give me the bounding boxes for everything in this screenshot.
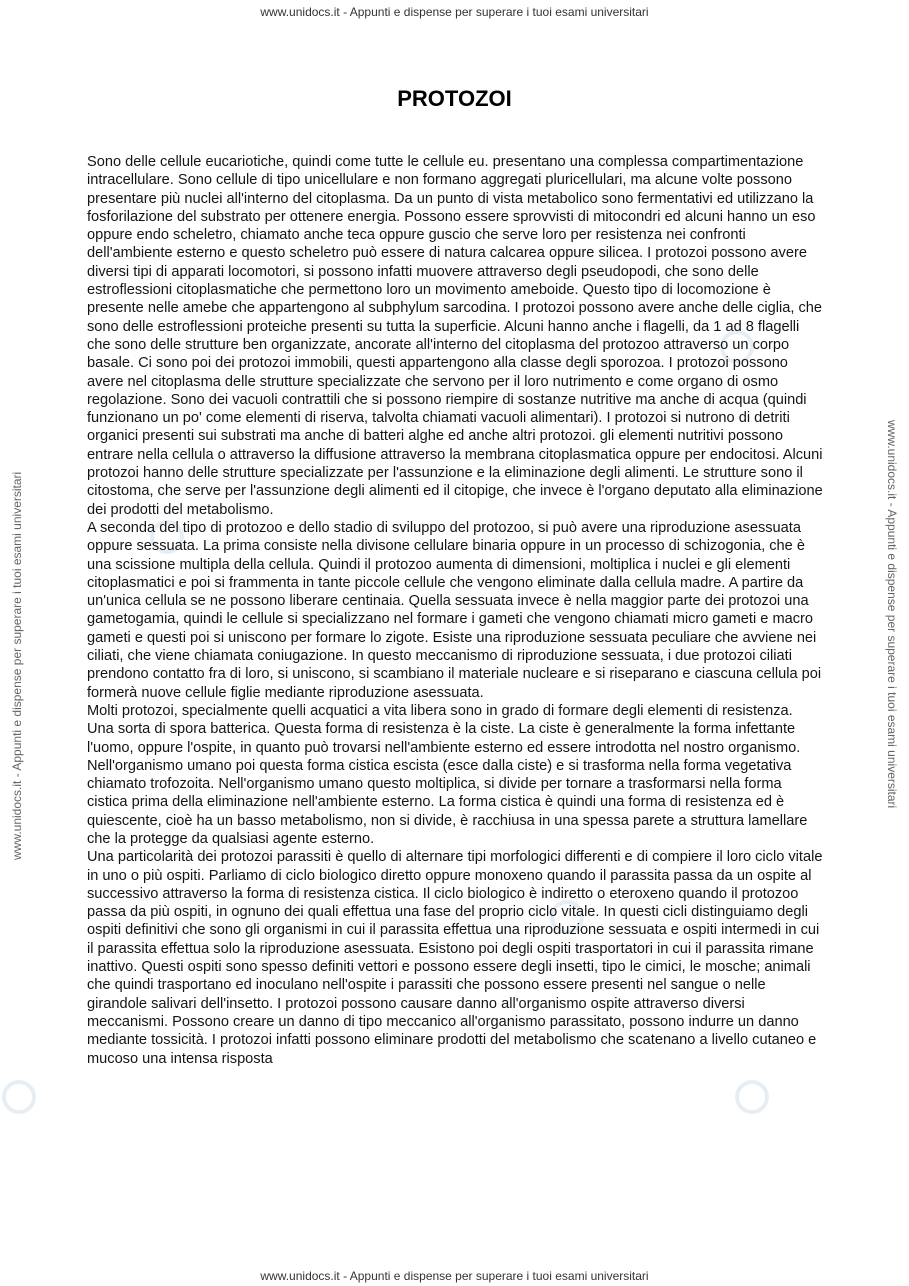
footer-banner: www.unidocs.it - Appunti e dispense per superare i tuoi esami universitari [260,1269,649,1283]
watermark-logo-icon [2,1080,36,1114]
paragraph: A seconda del tipo di protozoo e dello stadio di sviluppo del protozoo, si può avere una riproduzione asessuata oppure sessuata. La prima consiste nella divisone cellulare binaria oppure in un processo di schizogonia, che è una scissione multipla della cellula. Quindi il protozoo aumenta di dimensioni, moltiplica i nuclei e gli elementi citoplasmatici e poi si frammenta in tante piccole cellule che vengono eliminate dalla cellula madre. A partire da un'unica cellula se ne possono liberare centinaia. Quella sessuata invece è nella maggior parte dei protozoi una gametogamia, quindi le cellule si specializzano nel formare i gameti che vengono chiamati micro gameti e macro gameti e questi poi si uniscono per formare lo zigote. Esiste una riproduzione sessuata peculiare che avviene nei ciliati, che viene chiamata coniugazione. In questo meccanismo di riproduzione sessuata, i due protozoi ciliati prendono contatto fra di loro, si uniscono, si scambiano il materiale nucleare e si riseparano e ciascuna cellula poi formerà nuove cellule figlie mediante riproduzione asessuata. [87,519,822,701]
page-title: PROTOZOI [397,86,512,111]
paragraph: Sono delle cellule eucariotiche, quindi come tutte le cellule eu. presentano una complessa compartimentazione intracellulare. Sono cellule di tipo unicellulare e non formano aggregati pluricellulari, ma alcune volte possono presentare più nuclei all'interno del citoplasma. Da un punto di vista metabolico sono fermentativi ed utilizzano la fosforilazione del substrato per ottenere energia. Possono essere sprovvisti di mitocondri ed alcuni hanno un eso oppure endo scheletro, chiamato anche teca oppure guscio che serve loro per resistenza nei confronti dell'ambiente esterno e questo scheletro può essere di natura calcarea oppure silicea. I protozoi possono avere diversi tipi di apparati locomotori, si possono infatti muovere attraverso degli pseudopodi, che sono delle estroflessioni citoplasmatiche che permettono loro un movimento ameboide. Questo tipo di locomozione è presente nelle amebe che appartengono al subphylum sarcodina. I protozoi possono avere anche delle ciglia, che sono delle estroflessioni proteiche presenti su tutta la superficie. Alcuni hanno anche i flagelli, da 1 ad 8 flagelli che sono delle strutture ben organizzate, ancorate all'interno del citoplasma del protozoo attraverso un corpo basale. Ci sono poi dei protozoi immobili, questi appartengono alla classe degli sporozoa. I protozoi possono avere nel citoplasma delle strutture specializzate che servono per il loro nutrimento e come organo di osmo regolazione. Sono dei vacuoli contrattili che si possono riempire di sostanze nutritive ma anche di acqua (quindi funzionano un po' come elementi di riserva, talvolta chiamati vacuoli alimentari). I protozoi si nutrono di detriti organici presenti sui substrati ma anche di batteri alghe ed anche altri protozoi. gli elementi nutritivi possono entrare nella cellula o attraverso la diffusione attraverso la membrana citoplasmatica oppure per endocitosi. Alcuni protozoi hanno delle strutture specializzate per l'assunzione e la eliminazione degli alimenti. Le strutture sono il citostoma, che serve per l'assunzione degli alimenti ed il citopige, che invece è l'organo deputato alla eliminazione dei prodotti del metabolismo. [87,154,823,518]
document-body [87,153,823,1068]
watermark-logo-icon [735,1080,769,1114]
header-banner: www.unidocs.it - Appunti e dispense per superare i tuoi esami universitari [260,5,649,19]
left-watermark-text: www.unidocs.it - Appunti e dispense per superare i tuoi esami universitari [10,471,24,860]
paragraph: Molti protozoi, specialmente quelli acquatici a vita libera sono in grado di formare degli elementi di resistenza. Una sorta di spora batterica. Questa forma di resistenza è la ciste. La ciste è generalmente la forma infettante l'uomo, oppure l'ospite, in quanto può trovarsi nell'ambiente esterno ed essere introdotta nel nostro organismo. Nell'organismo umano poi questa forma cistica escista (esce dalla ciste) e si trasforma nella forma vegetativa chiamato trofozoita. Nell'organismo umano questo moltiplica, si divide per tornare a trasformarsi nella forma cistica prima della eliminazione nell'ambiente esterno. La forma cistica è quindi una forma di resistenza ed è quiescente, cioè ha un basso metabolismo, non si divide, è racchiusa in una spessa parete a struttura lamellare che la protegge da qualsiasi agente esterno. [87,702,808,847]
right-watermark-text: www.unidocs.it - Appunti e dispense per superare i tuoi esami universitari [885,420,899,809]
paragraph: Una particolarità dei protozoi parassiti è quello di alternare tipi morfologici differenti e di compiere il loro ciclo vitale in uno o più ospiti. Parliamo di ciclo biologico diretto oppure monoxeno quando il parassita passa da un ospite al successivo attraverso la forma di resistenza cistica. Il ciclo biologico è indiretto o eteroxeno quando il protozoo passa da più ospiti, in ognuno dei quali effettua una fase del proprio ciclo vitale. In questi cicli distinguiamo degli ospiti definitivi che sono gli organismi in cui il parassita effettua una riproduzione sessuata e ospiti intermedi in cui il parassita effettua solo la riproduzione asessuata. Esistono poi degli ospiti trasportatori in cui il parassita rimane inattivo. Questi ospiti sono spesso definiti vettori e possono essere degli insetti, tipo le cimici, le mosche; animali che quindi trasportano ed inoculano nell'ospite i parassiti che possono essere presenti nel sangue o nelle girandole salivari dell'insetto. I protozoi possono causare danno all'organismo ospite attraverso diversi meccanismi. Possono creare un danno di tipo meccanico all'organismo parassitato, possono indurre un danno mediante tossicità. I protozoi infatti possono eliminare prodotti del metabolismo che scatenano a livello cutaneo e mucoso una intensa risposta [87,849,823,1067]
